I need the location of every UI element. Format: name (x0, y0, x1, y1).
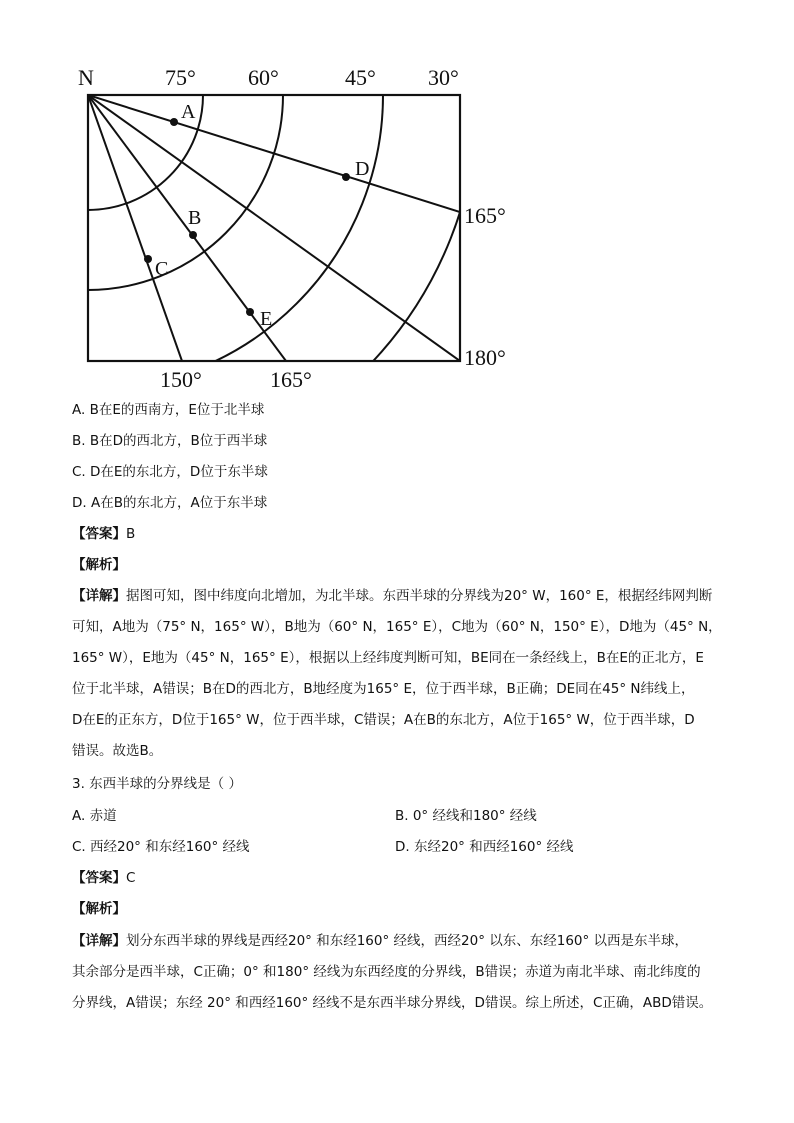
detail-text: 据图可知，图中纬度向北增加，为北半球。东西半球的分界线为20° W，160° E，根据经纬网判断 (126, 588, 713, 604)
point-c-label: C (155, 258, 169, 280)
lat-label-30: 30° (428, 65, 459, 90)
lat-label-45: 45° (345, 65, 376, 90)
point-a-label: A (181, 101, 196, 123)
q2-detail-line-5: D在E的正东方，D位于165° W，位于西半球，C错误；A在B的东北方，A位于165° W，位于西半球，D (72, 712, 695, 728)
detail-tag: 【详解】 (72, 933, 126, 949)
answer-value: B (126, 526, 136, 542)
q3-detail-line-2: 其余部分是西半球，C正确；0° 和180° 经线为东西经度的分界线，B错误；赤道为南北半球、南北纬度的 (72, 964, 701, 980)
answer-tag: 【答案】 (72, 526, 126, 542)
lon-label-180: 180° (464, 345, 506, 370)
q3-detail-line-3: 分界线，A错误；东经 20° 和西经160° 经线不是东西半球分界线，D错误。综上所述，C正确，ABD错误。 (72, 995, 713, 1011)
north-label: N (78, 65, 94, 90)
point-e-label: E (260, 308, 273, 330)
q2-option-d: D. A在B的东北方，A位于东半球 (72, 495, 268, 511)
meridian-180 (88, 95, 460, 361)
q2-answer (72, 524, 135, 544)
answer-value: C (126, 870, 136, 886)
detail-text: 划分东西半球的界线是西经20° 和东经160° 经线，西经20° 以东、东经160° 以西是东半球， (126, 933, 689, 949)
q2-option-c: C. D在E的东北方，D位于东半球 (72, 464, 268, 480)
analysis-tag: 【解析】 (72, 557, 126, 573)
q3-option-d: D. 东经20° 和西经160° 经线 (395, 839, 574, 855)
point-d-label: D (355, 158, 370, 180)
lon-label-165-bottom: 165° (270, 367, 312, 392)
meridian-165-bottom (88, 95, 286, 361)
lat-60-arc (70, 55, 283, 290)
q3-option-a: A. 赤道 (72, 808, 117, 824)
lon-label-165-right: 165° (464, 203, 506, 228)
point-a-dot (170, 118, 178, 126)
q3-answer (72, 868, 135, 888)
q2-detail-line-1 (72, 586, 712, 606)
point-e-dot (246, 308, 254, 316)
point-d-dot (342, 173, 350, 181)
detail-tag: 【详解】 (72, 588, 126, 604)
lat-45-arc (70, 55, 383, 390)
q3-stem: 3. 东西半球的分界线是（ ） (72, 776, 242, 792)
answer-tag: 【答案】 (72, 870, 126, 886)
meridian-150 (88, 95, 182, 361)
point-c-dot (144, 255, 152, 263)
q2-detail-line-4: 位于北半球，A错误；B在D的西北方，B地经度为165° E，位于西半球，B正确；DE同在45° N纬线上， (72, 681, 695, 697)
lat-label-60: 60° (248, 65, 279, 90)
q3-detail-line-1 (72, 931, 688, 951)
analysis-tag: 【解析】 (72, 901, 126, 917)
q2-analysis-tag (72, 555, 126, 575)
q3-option-c: C. 西经20° 和东经160° 经线 (72, 839, 250, 855)
point-b-label: B (188, 207, 202, 229)
q2-detail-line-2: 可知，A地为（75° N，165° W），B地为（60° N，165° E），C地为（60° N，150° E），D地为（45° N， (72, 619, 722, 635)
graticule-figure (70, 55, 530, 395)
q2-detail-line-3: 165° W），E地为（45° N，165° E），根据以上经纬度判断可知，BE同在一条经线上，B在E的正北方，E (72, 650, 704, 666)
lat-label-75: 75° (165, 65, 196, 90)
q3-option-b: B. 0° 经线和180° 经线 (395, 808, 537, 824)
point-b-dot (189, 231, 197, 239)
q2-detail-line-6: 错误。故选B。 (72, 743, 163, 759)
lon-label-150: 150° (160, 367, 202, 392)
q2-option-b: B. B在D的西北方，B位于西半球 (72, 433, 268, 449)
q3-analysis-tag (72, 899, 126, 919)
q2-option-a: A. B在E的西南方，E位于北半球 (72, 402, 265, 418)
